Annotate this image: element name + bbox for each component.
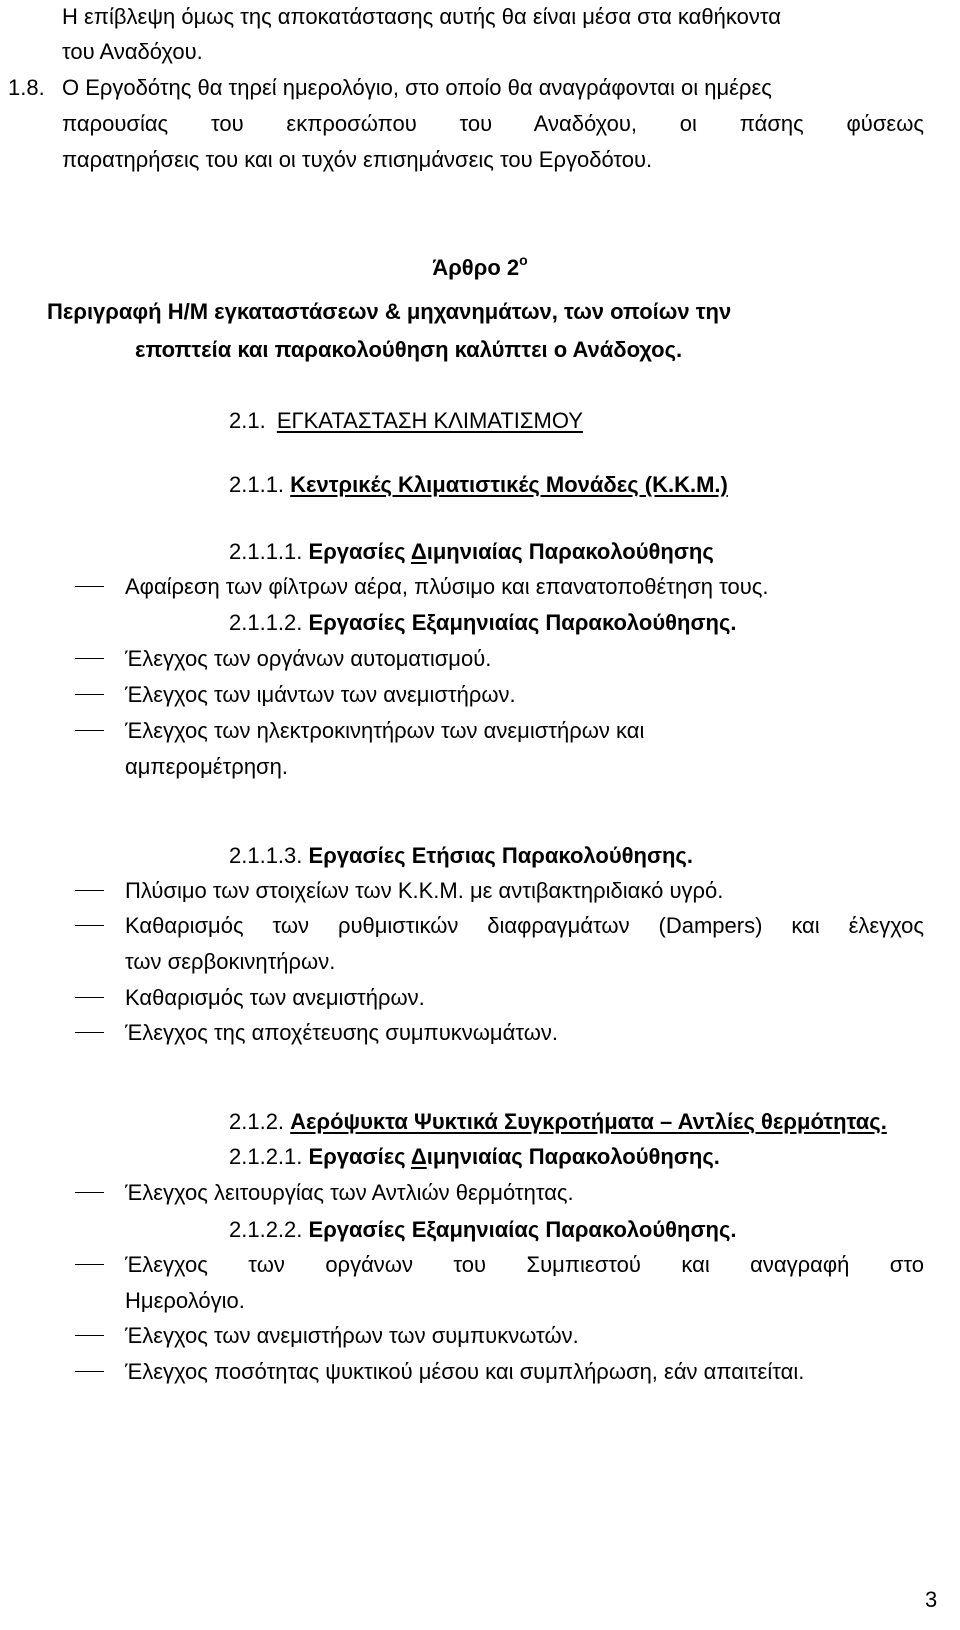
section-title: ΕΓΚΑΤΑΣΤΑΣΗ ΚΛΙΜΑΤΙΣΜΟΥ [276, 408, 583, 433]
subsection-heading [229, 1108, 887, 1135]
section-title: Εργασίες Εξαμηνιαίας Παρακολούθησης. [308, 610, 737, 635]
paragraph-line: παρατηρήσεις του και οι τυχόν επισημάνσεις του Εργοδότου. [62, 147, 653, 172]
article-title-superscript: ο [519, 252, 528, 268]
section-number: 2.1.2. [229, 1109, 285, 1134]
section-number: 2.1.1.3. [229, 843, 303, 868]
list-item: Έλεγχος της αποχέτευσης συμπυκνωμάτων. [125, 1020, 558, 1045]
paragraph-line: Η επίβλεψη όμως της αποκατάστασης αυτής θα είναι μέσα στα καθήκοντα [62, 4, 781, 29]
list-item: Αφαίρεση των φίλτρων αέρα, πλύσιμο και επανατοποθέτηση τους. [125, 574, 769, 599]
section-number: 2.1. [229, 408, 266, 433]
list-item: Έλεγχος των οργάνων αυτοματισμού. [125, 646, 492, 671]
list-item: Έλεγχος λειτουργίας των Αντλιών θερμότητας. [125, 1180, 574, 1205]
dash-bullet [75, 586, 104, 587]
clause-number: 1.8. [8, 75, 45, 100]
dash-bullet [75, 1335, 104, 1336]
paragraph-line: του Αναδόχου. [62, 39, 203, 64]
list-item: Έλεγχος των οργάνων του Συμπιεστού και αναγραφή στο [125, 1252, 924, 1277]
dash-bullet [75, 1192, 104, 1193]
article-title [0, 254, 960, 284]
list-item-continuation: αμπερομέτρηση. [125, 754, 288, 779]
section-number: 2.1.1.2. [229, 610, 303, 635]
article-subtitle: εποπτεία και παρακολούθηση καλύπτει ο Ανάδοχος. [135, 337, 683, 362]
list-item-continuation: των σερβοκινητήρων. [125, 949, 336, 974]
paragraph-line: Ο Εργοδότης θα τηρεί ημερολόγιο, στο οποίο θα αναγράφονται οι ημέρες [62, 75, 772, 100]
dash-bullet [75, 997, 104, 998]
section-title: Αερόψυκτα Ψυκτικά Συγκροτήματα – Αντλίες θερμότητας. [290, 1109, 887, 1134]
section-number: 2.1.2.2. [229, 1217, 303, 1242]
section-title: Εργασίες Διμηνιαίας Παρακολούθησης. [308, 1144, 720, 1169]
dash-bullet [75, 1032, 104, 1033]
list-item: Έλεγχος των ηλεκτροκινητήρων των ανεμιστήρων και [125, 718, 645, 743]
task-heading [229, 1216, 737, 1243]
article-subtitle: Περιγραφή Η/Μ εγκαταστάσεων & μηχανημάτων, των οποίων την [47, 299, 732, 324]
list-item: Καθαρισμός των ανεμιστήρων. [125, 985, 425, 1010]
dash-bullet [75, 1264, 104, 1265]
dash-bullet [75, 658, 104, 659]
list-item: Έλεγχος των ιμάντων των ανεμιστήρων. [125, 682, 516, 707]
task-heading [229, 538, 714, 565]
section-title: Εργασίες Εξαμηνιαίας Παρακολούθησης. [308, 1217, 737, 1242]
section-title: Κεντρικές Κλιματιστικές Μονάδες (Κ.Κ.Μ.) [290, 472, 728, 497]
list-item: Καθαρισμός των ρυθμιστικών διαφραγμάτων (Dampers) και έλεγχος [125, 913, 924, 938]
article-title-text: Άρθρο 2 [432, 255, 520, 280]
list-item-continuation: Ημερολόγιο. [125, 1288, 245, 1313]
task-heading [229, 1143, 720, 1170]
dash-bullet [75, 925, 104, 926]
section-heading [229, 407, 583, 434]
list-item: Πλύσιμο των στοιχείων των Κ.Κ.Μ. με αντιβακτηριδιακό υγρό. [125, 878, 724, 903]
paragraph-line: παρουσίας του εκπροσώπου του Αναδόχου, οι πάσης φύσεως [62, 111, 924, 136]
page-number: 3 [925, 1587, 938, 1612]
task-heading [229, 842, 693, 869]
dash-bullet [75, 694, 104, 695]
section-title: Εργασίες Ετήσιας Παρακολούθησης. [308, 843, 693, 868]
section-number: 2.1.1. [229, 472, 285, 497]
list-item: Έλεγχος των ανεμιστήρων των συμπυκνωτών. [125, 1323, 579, 1348]
dash-bullet [75, 730, 104, 731]
list-item: Έλεγχος ποσότητας ψυκτικού μέσου και συμπλήρωση, εάν απαιτείται. [125, 1359, 805, 1384]
section-title: Εργασίες Διμηνιαίας Παρακολούθησης [308, 539, 714, 564]
dash-bullet [75, 890, 104, 891]
subsection-heading [229, 471, 728, 498]
dash-bullet [75, 1371, 104, 1372]
section-number: 2.1.1.1. [229, 539, 303, 564]
section-number: 2.1.2.1. [229, 1144, 303, 1169]
task-heading [229, 609, 737, 636]
